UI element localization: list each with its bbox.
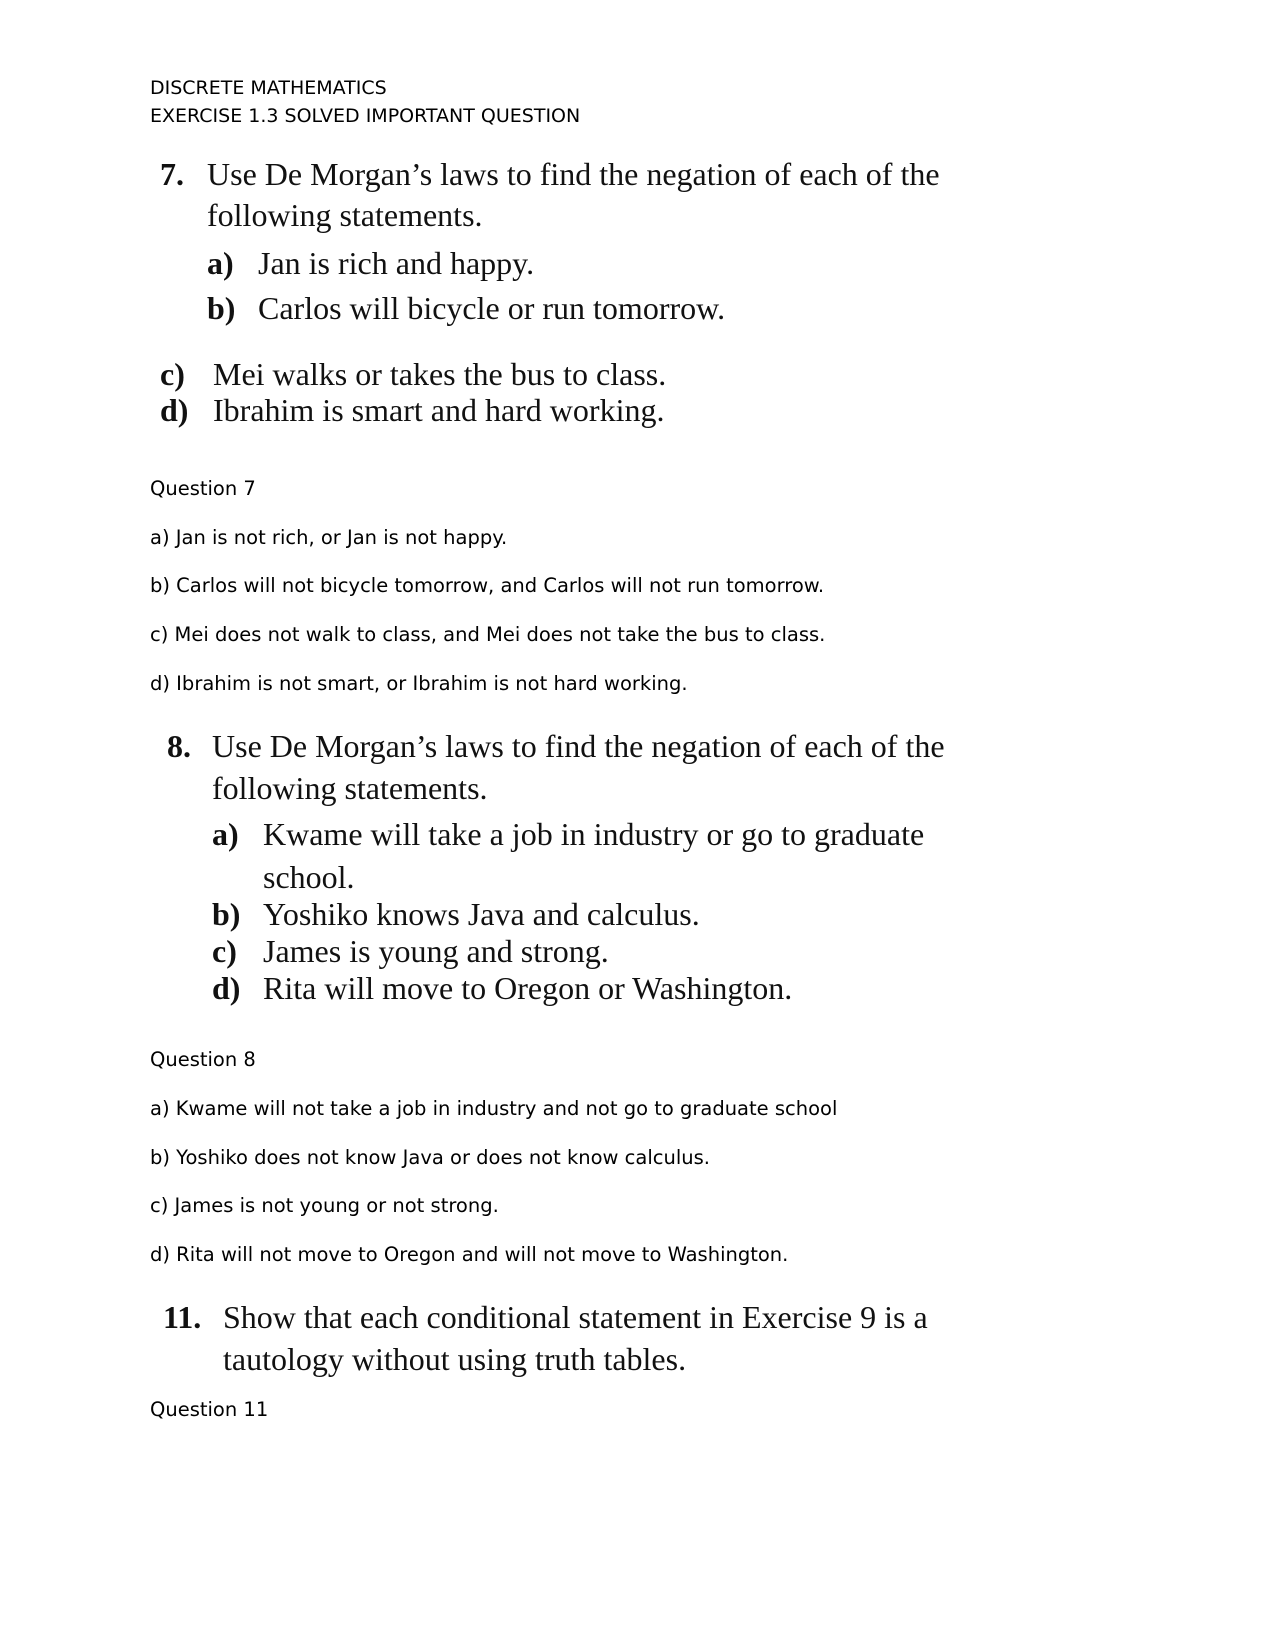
part-text: Jan is rich and happy. [258, 245, 535, 281]
part-c [160, 358, 185, 390]
answer-d: d) Ibrahim is not smart, or Ibrahim is not hard working. [150, 672, 688, 695]
answer-a: a) Kwame will not take a job in industry and not go to graduate school [150, 1097, 838, 1120]
answer-c: c) James is not young or not strong. [150, 1194, 499, 1217]
problem-text-line-2: following statements. [207, 197, 483, 233]
answer-title: Question 8 [150, 1048, 256, 1071]
part-text: James is young and strong. [263, 933, 609, 969]
problem-text-line-1: Use De Morgan’s laws to find the negation of each of the [212, 728, 945, 764]
part-a [207, 247, 234, 279]
part-label: a) [212, 816, 239, 852]
problem-number: 11. [163, 1299, 202, 1335]
part-label: a) [207, 245, 234, 281]
part-b [212, 898, 240, 930]
answer-b: b) Yoshiko does not know Java or does not know calculus. [150, 1146, 710, 1169]
problem-number: 7. [160, 156, 184, 192]
part-c [212, 935, 237, 967]
part-label: d) [212, 970, 241, 1006]
part-label: c) [212, 933, 237, 969]
part-text: Ibrahim is smart and hard working. [213, 392, 665, 428]
course-title: DISCRETE MATHEMATICS [150, 77, 387, 99]
answer-d: d) Rita will not move to Oregon and will not move to Washington. [150, 1243, 789, 1266]
part-text: Rita will move to Oregon or Washington. [263, 970, 793, 1006]
part-d [160, 394, 188, 426]
problem-number: 8. [167, 728, 191, 764]
part-label: b) [207, 290, 236, 326]
problem-text-line-1: Use De Morgan’s laws to find the negation of each of the [207, 156, 940, 192]
answer-title: Question 11 [150, 1398, 269, 1421]
problem-text-line-2: tautology without using truth tables. [223, 1341, 687, 1377]
answer-c: c) Mei does not walk to class, and Mei does not take the bus to class. [150, 623, 826, 646]
part-text: Mei walks or takes the bus to class. [213, 356, 667, 392]
part-text: Yoshiko knows Java and calculus. [263, 896, 700, 932]
part-text-continued: school. [263, 859, 355, 895]
part-a [212, 818, 239, 850]
document-header [150, 74, 580, 130]
answer-b: b) Carlos will not bicycle tomorrow, and Carlos will not run tomorrow. [150, 574, 825, 597]
part-label: b) [212, 896, 241, 932]
exercise-title: EXERCISE 1.3 SOLVED IMPORTANT QUESTION [150, 105, 581, 127]
part-b [207, 292, 235, 324]
problem-text-line-2: following statements. [212, 770, 488, 806]
part-d [212, 972, 240, 1004]
answer-a: a) Jan is not rich, or Jan is not happy. [150, 526, 508, 549]
answer-title: Question 7 [150, 477, 256, 500]
part-label: c) [160, 356, 185, 392]
part-text: Carlos will bicycle or run tomorrow. [258, 290, 726, 326]
part-label: d) [160, 392, 189, 428]
part-text: Kwame will take a job in industry or go to graduate [263, 816, 925, 852]
problem-text-line-1: Show that each conditional statement in Exercise 9 is a [223, 1299, 928, 1335]
